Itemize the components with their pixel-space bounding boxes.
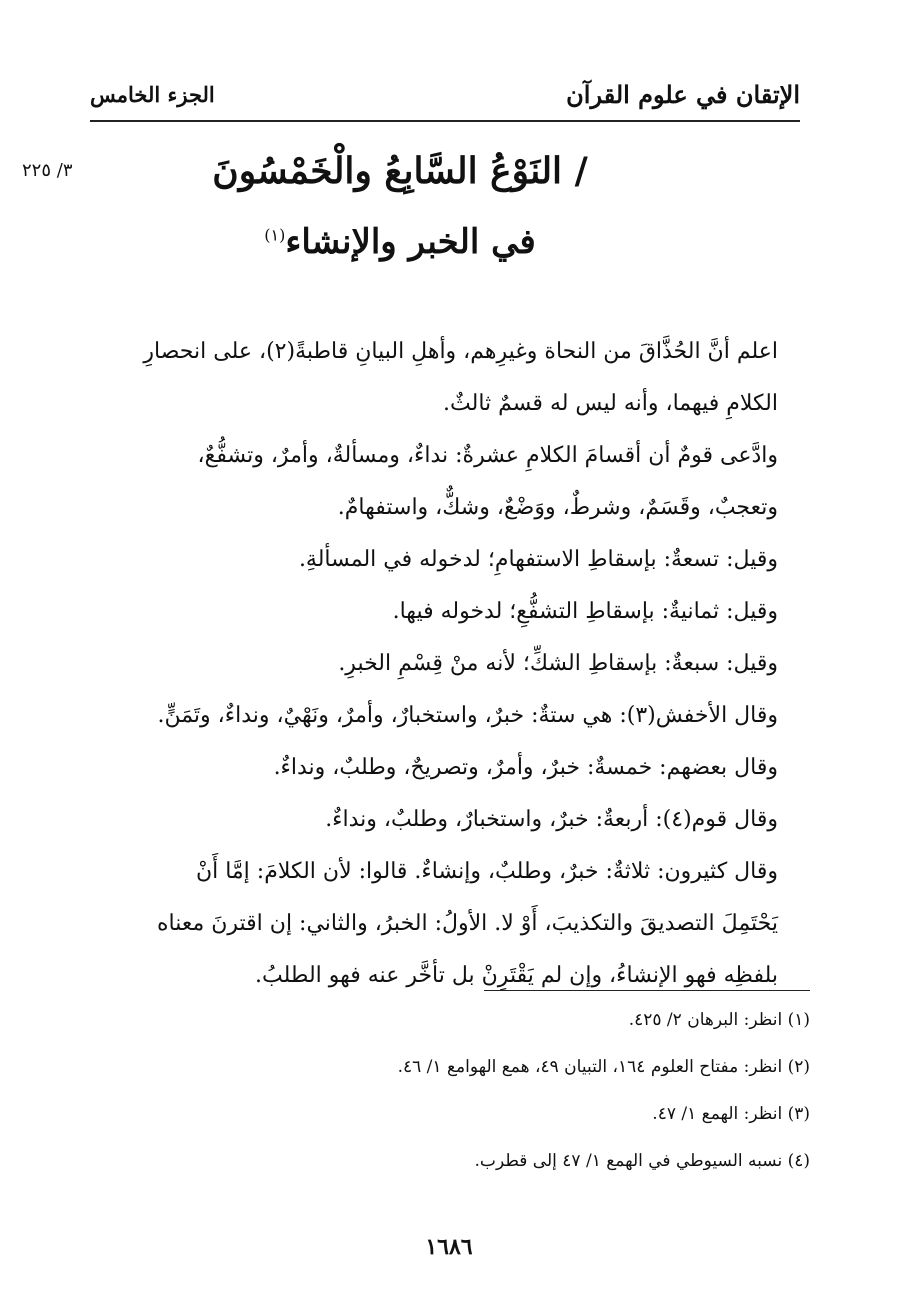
text-line: وقال بعضهم: خمسةٌ: خبرٌ، وأمرٌ، وتصريحٌ، وطلبٌ، ونداءٌ. bbox=[273, 755, 778, 780]
paragraph bbox=[82, 794, 810, 846]
paragraph bbox=[82, 586, 810, 638]
chapter-subtitle-text: في الخبر والإنشاء bbox=[285, 222, 536, 262]
text-line: وقال قوم(٤): أربعةٌ: خبرٌ، واستخبارٌ، وطلبٌ، ونداءٌ. bbox=[325, 807, 778, 832]
text-line: بلفظِه فهو الإنشاءُ، وإن لم يَقْتَرِنْ بل تأخَّر عنه فهو الطلبُ. bbox=[255, 963, 778, 988]
chapter-subtitle bbox=[150, 222, 650, 262]
running-header bbox=[90, 80, 800, 114]
footnote: (٢) انظر: مفتاح العلوم ١٦٤، التبيان ٤٩، همع الهوامع ١/ ٤٦. bbox=[397, 1057, 810, 1077]
text-line: يَحْتَمِلَ التصديقَ والتكذيبَ، أَوْ لا. الأولُ: الخبرُ، والثاني: إن اقترنَ معناه bbox=[156, 911, 778, 936]
paragraph bbox=[82, 534, 810, 586]
footnotes bbox=[120, 1008, 810, 1196]
text-line: وقال كثيرون: ثلاثةٌ: خبرٌ، وطلبٌ، وإنشاءٌ. قالوا: لأن الكلامَ: إمَّا أَنْ bbox=[195, 859, 778, 884]
footnote-marker: (١) bbox=[264, 225, 286, 245]
header-book-title: الإتقان في علوم القرآن bbox=[566, 80, 800, 109]
paragraph bbox=[82, 742, 810, 794]
body-text bbox=[82, 326, 810, 1002]
text-line: وقيل: تسعةٌ: بإسقاطِ الاستفهامِ؛ لدخوله في المسألةِ. bbox=[298, 547, 778, 572]
chapter-title: / النَوْعُ السَّابِعُ والْخَمْسُونَ bbox=[212, 150, 588, 192]
paragraph bbox=[82, 326, 810, 430]
header-divider bbox=[90, 120, 800, 122]
footnote: (٤) نسبه السيوطي في الهمع ١/ ٤٧ إلى قطرب. bbox=[474, 1151, 810, 1171]
paragraph bbox=[82, 430, 810, 534]
text-line: وقال الأخفش(٣): هي ستةٌ: خبرٌ، واستخبارٌ، وأمرٌ، ونَهْيٌ، ونداءٌ، وتَمَنٍّ. bbox=[157, 703, 778, 728]
footnote-divider bbox=[484, 990, 810, 991]
page-number: ١٦٨٦ bbox=[425, 1234, 473, 1260]
paragraph bbox=[82, 638, 810, 690]
text-line: وقيل: ثمانيةٌ: بإسقاطِ التشفُّعِ؛ لدخوله فيها. bbox=[392, 599, 778, 624]
footnote: (٣) انظر: الهمع ١/ ٤٧. bbox=[652, 1104, 810, 1124]
footnote: (١) انظر: البرهان ٢/ ٤٢٥. bbox=[628, 1010, 810, 1030]
text-line: الكلامِ فيهما، وأنه ليس له قسمٌ ثالثٌ. bbox=[443, 391, 778, 416]
text-line: اعلم أنَّ الحُذَّاقَ من النحاة وغيرِهم، وأهلِ البيانِ قاطبةً(٢)، على انحصارِ bbox=[143, 339, 778, 364]
header-volume-label: الجزء الخامس bbox=[90, 82, 215, 107]
paragraph bbox=[82, 846, 810, 1002]
text-line: وتعجبٌ، وقَسَمٌ، وشرطٌ، ووَضْعٌ، وشكٌّ، واستفهامٌ. bbox=[337, 495, 778, 520]
text-line: وقيل: سبعةٌ: بإسقاطِ الشكِّ؛ لأنه منْ قِسْمِ الخبرِ. bbox=[338, 651, 778, 676]
margin-reference: ٣/ ٢٢٥ bbox=[22, 160, 73, 181]
text-line: وادَّعى قومٌ أن أقسامَ الكلامِ عشرةٌ: نداءٌ، ومسألةٌ، وأمرٌ، وتشفُّعٌ، bbox=[197, 443, 778, 468]
paragraph bbox=[82, 690, 810, 742]
